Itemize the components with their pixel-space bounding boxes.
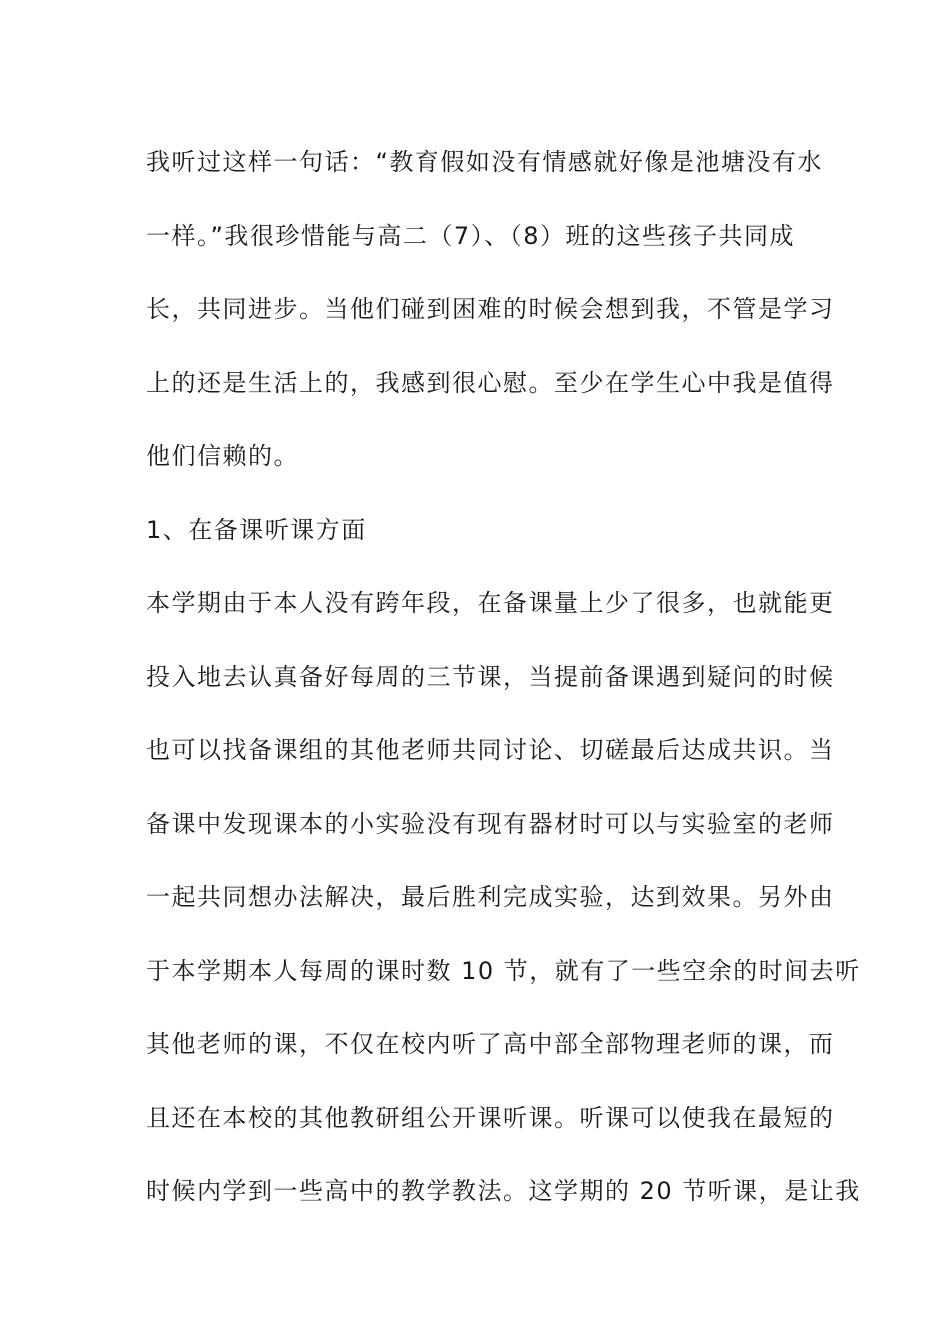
text-line: 上的还是生活上的，我感到很心慰。至少在学生心中我是值得: [146, 368, 835, 397]
text-line: 且还在本校的其他教研组公开课听课。听课可以使我在最短的: [146, 1103, 835, 1132]
section-heading: 1、在备课听课方面: [146, 515, 367, 544]
text-line: 长，共同进步。当他们碰到困难的时候会想到我，不管是学习: [146, 295, 835, 323]
text-line: 他们信赖的。: [146, 442, 299, 470]
text-line: 我听过这样一句话：“教育假如没有情感就好像是池塘没有水: [146, 148, 823, 176]
text-line: 于本学期本人每周的课时数 10 节，就有了一些空余的时间去听: [146, 956, 861, 985]
text-line: 一起共同想办法解决，最后胜利完成实验，达到效果。另外由: [146, 883, 835, 911]
text-line: 也可以找备课组的其他老师共同讨论、切磋最后达成共识。当: [146, 736, 835, 764]
text-line: 备课中发现课本的小实验没有现有器材时可以与实验室的老师: [146, 809, 835, 838]
text-line: 投入地去认真备好每周的三节课，当提前备课遇到疑问的时候: [146, 662, 835, 691]
text-line: 一样。”我很珍惜能与高二（7）、（8）班的这些孩子共同成: [146, 221, 795, 250]
document-body: [146, 132, 861, 1235]
text-line: 时候内学到一些高中的教学教法。这学期的 20 节听课，是让我: [146, 1177, 861, 1205]
text-line: 其他老师的课，不仅在校内听了高中部全部物理老师的课，而: [146, 1030, 835, 1058]
text-line: 本学期由于本人没有跨年段，在备课量上少了很多，也就能更: [146, 589, 835, 617]
